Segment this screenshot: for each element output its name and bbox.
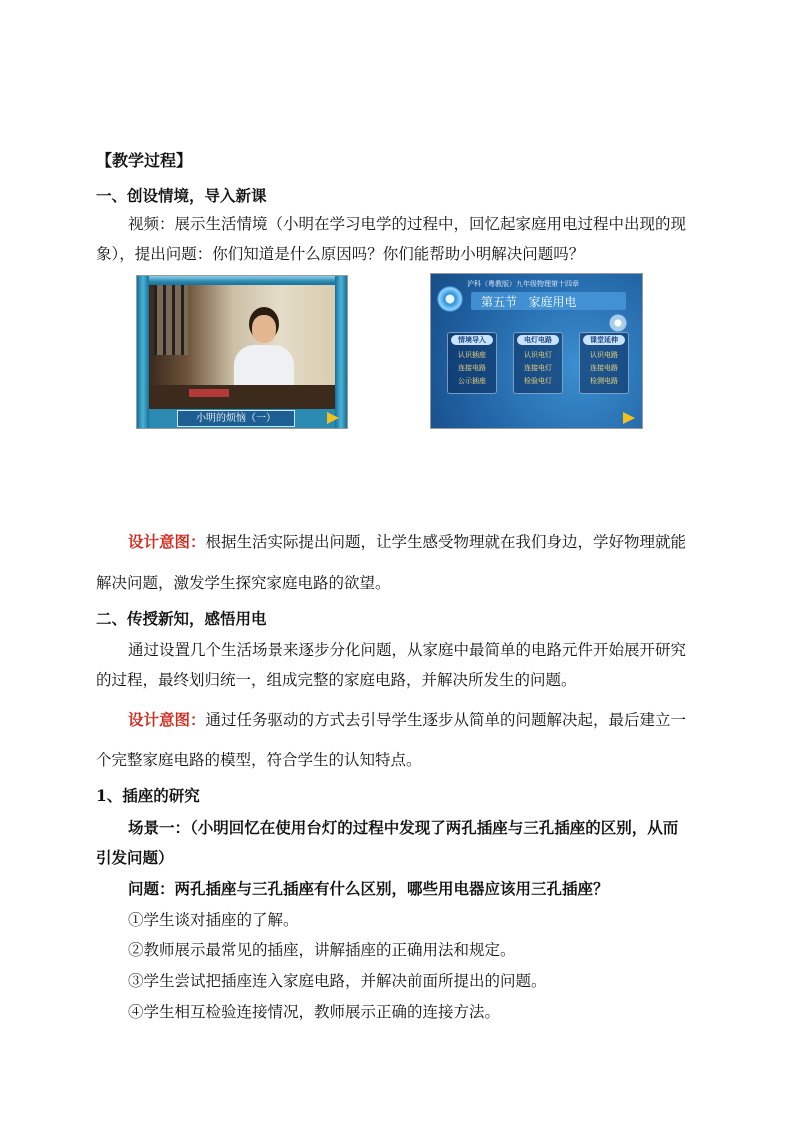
slide-title: 第五节 家庭用电 [481,295,577,309]
menu-item-1-1[interactable]: 认识插座 [458,351,486,359]
step-2: ②教师展示最常见的插座，讲解插座的正确用法和规定。 [128,941,516,959]
design-intent-1-label: 设计意图： [128,532,206,551]
video-caption: 小明的烦恼（一） [177,410,295,427]
section2-title: 二、传授新知，感悟用电 [96,609,267,628]
section1-title: 一、创设情境，导入新课 [96,186,267,205]
menu-item-1-3[interactable]: 公示插座 [458,377,486,385]
menu-head-3: 课堂延伸 [583,335,625,345]
scroll-top-left [137,276,347,285]
menu-item-3-2[interactable]: 连接电路 [590,364,618,372]
menu-column-2[interactable] [513,332,563,394]
photo-scene [149,285,335,409]
question-line: 问题：两孔插座与三孔插座有什么区别，哪些用电器应该用三孔插座？ [128,879,609,898]
menu-column-3[interactable] [579,332,629,394]
section3-title: 1、插座的研究 [96,786,200,805]
design-intent-2-label: 设计意图： [128,710,206,729]
section-heading: 【教学过程】 [96,151,193,170]
window-bars [154,285,188,355]
design-intent-1-line1 [128,532,686,552]
next-arrow-icon[interactable] [327,412,339,424]
menu-item-2-3[interactable]: 检验电灯 [524,377,552,385]
menu-head-1: 情境导入 [451,335,493,345]
section1-para-line1: 视频：展示生活情境（小明在学习电学的过程中，回忆起家庭用电过程中出现的现 [128,215,687,233]
design-intent-2-line1 [128,710,686,730]
scroll-side-right [335,276,347,428]
design-intent-2-line2: 个完整家庭电路的模型，符合学生的认知特点。 [96,751,422,769]
menu-item-3-3[interactable]: 检测电路 [590,377,618,385]
menu-item-2-2[interactable]: 连接电灯 [524,364,552,372]
scroll-side-left [137,276,149,428]
menu-item-2-1[interactable]: 认识电灯 [524,351,552,359]
menu-item-3-1[interactable]: 认识电路 [590,351,618,359]
menu-item-1-2[interactable]: 连接电路 [458,364,486,372]
design-intent-1-line2: 解决问题，激发学生探究家庭电路的欲望。 [96,574,391,592]
design-intent-2-text: 通过任务驱动的方式去引导学生逐步从简单的问题解决起，最后建立一 [205,711,687,729]
menu-column-1[interactable] [447,332,497,394]
video-still-left [136,275,348,429]
step-4: ④学生相互检验连接情况，教师展示正确的连接方法。 [128,1003,501,1021]
book [189,389,229,397]
menu-head-2: 电灯电路 [517,335,559,345]
step-1: ①学生谈对插座的了解。 [128,911,299,929]
section1-para-line2: 象），提出问题：你们知道是什么原因吗？你们能帮助小明解决问题吗？ [96,245,585,263]
desk [149,385,335,409]
design-intent-1-text: 根据生活实际提出问题，让学生感受物理就在我们身边，学好物理就能 [205,533,687,551]
slide-header-small: 沪科（粤教版）九年级物理第十四章 [467,280,579,288]
flower-decoration-icon [609,314,627,332]
scene-line1: 场景一：（小明回忆在使用台灯的过程中发现了两孔插座与三孔插座的区别，从而 [128,818,679,837]
disc-icon [437,286,463,312]
step-3: ③学生尝试把插座连入家庭电路，并解决前面所提出的问题。 [128,972,547,990]
slide-next-arrow-icon[interactable] [623,412,635,424]
scene-line2: 引发问题） [96,848,174,867]
menu-slide-right [430,273,643,429]
section2-para-line2: 的过程，最终划归统一，组成完整的家庭电路，并解决所发生的问题。 [96,671,577,689]
section2-para-line1: 通过设置几个生活场景来逐步分化问题，从家庭中最简单的电路元件开始展开研究 [128,641,687,659]
